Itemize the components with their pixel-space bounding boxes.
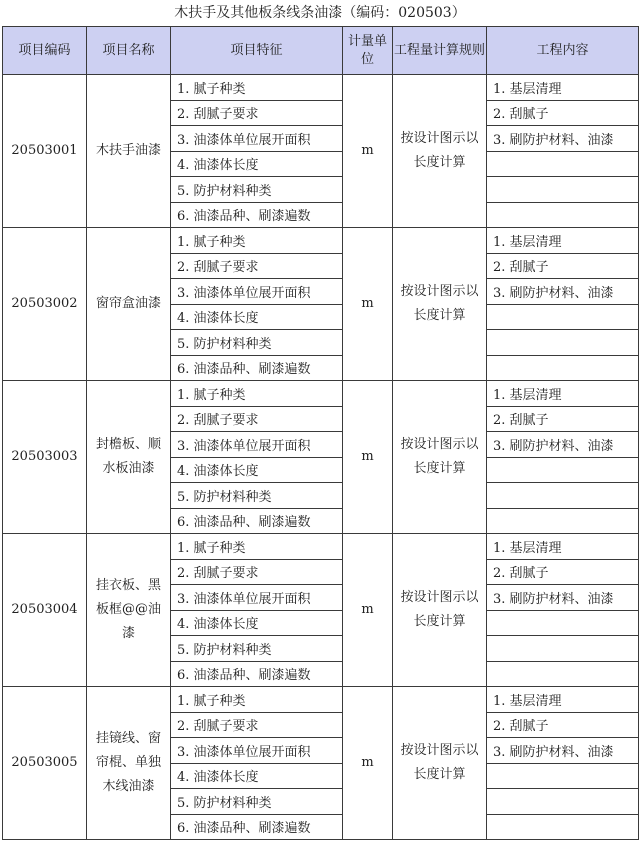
paint-items-table	[2, 26, 639, 840]
item-rule: 按设计图示以长度计算	[393, 75, 487, 228]
item-feature: 4. 油漆体长度	[171, 151, 343, 177]
header-code: 项目编码	[3, 27, 87, 75]
item-unit: m	[343, 75, 393, 228]
item-content	[487, 177, 639, 203]
item-feature: 4. 油漆体长度	[171, 763, 343, 789]
item-content	[487, 814, 639, 840]
item-content	[487, 508, 639, 534]
item-content: 2. 刮腻子	[487, 253, 639, 279]
item-content	[487, 789, 639, 815]
item-name: 挂衣板、黑板框@@油漆	[87, 534, 171, 687]
item-feature: 5. 防护材料种类	[171, 789, 343, 815]
item-feature: 1. 腻子种类	[171, 534, 343, 560]
item-content	[487, 610, 639, 636]
item-name: 窗帘盒油漆	[87, 228, 171, 381]
item-rule: 按设计图示以长度计算	[393, 534, 487, 687]
item-feature: 2. 刮腻子要求	[171, 559, 343, 585]
item-content: 2. 刮腻子	[487, 559, 639, 585]
header-rule: 工程量计算规则	[393, 27, 487, 75]
header-content: 工程内容	[487, 27, 639, 75]
item-content	[487, 661, 639, 687]
item-content: 1. 基层清理	[487, 687, 639, 713]
table-row	[3, 381, 639, 407]
item-feature: 4. 油漆体长度	[171, 304, 343, 330]
item-content	[487, 457, 639, 483]
item-content	[487, 763, 639, 789]
item-content: 3. 刷防护材料、油漆	[487, 738, 639, 764]
item-rule: 按设计图示以长度计算	[393, 228, 487, 381]
table-row	[3, 75, 639, 101]
item-feature: 4. 油漆体长度	[171, 457, 343, 483]
item-content: 1. 基层清理	[487, 534, 639, 560]
item-unit: m	[343, 228, 393, 381]
item-code: 20503003	[3, 381, 87, 534]
item-feature: 5. 防护材料种类	[171, 636, 343, 662]
item-code: 20503005	[3, 687, 87, 840]
item-content: 1. 基层清理	[487, 228, 639, 254]
item-rule: 按设计图示以长度计算	[393, 381, 487, 534]
item-name: 木扶手油漆	[87, 75, 171, 228]
item-feature: 3. 油漆体单位展开面积	[171, 432, 343, 458]
item-feature: 2. 刮腻子要求	[171, 100, 343, 126]
item-feature: 2. 刮腻子要求	[171, 253, 343, 279]
item-content: 1. 基层清理	[487, 75, 639, 101]
item-feature: 6. 油漆品种、刷漆遍数	[171, 508, 343, 534]
item-content: 3. 刷防护材料、油漆	[487, 279, 639, 305]
item-code: 20503004	[3, 534, 87, 687]
item-feature: 3. 油漆体单位展开面积	[171, 279, 343, 305]
header-feature: 项目特征	[171, 27, 343, 75]
item-feature: 3. 油漆体单位展开面积	[171, 585, 343, 611]
item-unit: m	[343, 687, 393, 840]
item-code: 20503002	[3, 228, 87, 381]
item-content: 2. 刮腻子	[487, 406, 639, 432]
item-unit: m	[343, 534, 393, 687]
item-feature: 6. 油漆品种、刷漆遍数	[171, 814, 343, 840]
item-unit: m	[343, 381, 393, 534]
item-feature: 2. 刮腻子要求	[171, 406, 343, 432]
item-content	[487, 330, 639, 356]
item-feature: 5. 防护材料种类	[171, 177, 343, 203]
table-row	[3, 534, 639, 560]
table-body	[3, 75, 639, 840]
item-content: 3. 刷防护材料、油漆	[487, 432, 639, 458]
item-content	[487, 304, 639, 330]
item-feature: 2. 刮腻子要求	[171, 712, 343, 738]
item-feature: 1. 腻子种类	[171, 75, 343, 101]
item-feature: 5. 防护材料种类	[171, 483, 343, 509]
item-feature: 3. 油漆体单位展开面积	[171, 738, 343, 764]
table-row	[3, 228, 639, 254]
item-feature: 5. 防护材料种类	[171, 330, 343, 356]
header-unit: 计量单位	[343, 27, 393, 75]
item-content	[487, 636, 639, 662]
item-content	[487, 483, 639, 509]
item-feature: 4. 油漆体长度	[171, 610, 343, 636]
item-content: 3. 刷防护材料、油漆	[487, 585, 639, 611]
item-feature: 1. 腻子种类	[171, 381, 343, 407]
item-rule: 按设计图示以长度计算	[393, 687, 487, 840]
header-name: 项目名称	[87, 27, 171, 75]
item-content	[487, 355, 639, 381]
item-content: 3. 刷防护材料、油漆	[487, 126, 639, 152]
table-row	[3, 687, 639, 713]
item-feature: 6. 油漆品种、刷漆遍数	[171, 202, 343, 228]
item-content	[487, 151, 639, 177]
item-content	[487, 202, 639, 228]
item-content: 2. 刮腻子	[487, 712, 639, 738]
item-code: 20503001	[3, 75, 87, 228]
item-feature: 1. 腻子种类	[171, 228, 343, 254]
item-name: 挂镜线、窗帘棍、单独木线油漆	[87, 687, 171, 840]
item-feature: 3. 油漆体单位展开面积	[171, 126, 343, 152]
header-row	[3, 27, 639, 75]
item-content: 2. 刮腻子	[487, 100, 639, 126]
item-feature: 6. 油漆品种、刷漆遍数	[171, 661, 343, 687]
item-content: 1. 基层清理	[487, 381, 639, 407]
item-name: 封檐板、顺水板油漆	[87, 381, 171, 534]
item-feature: 6. 油漆品种、刷漆遍数	[171, 355, 343, 381]
item-feature: 1. 腻子种类	[171, 687, 343, 713]
table-title: 木扶手及其他板条线条油漆（编码：020503）	[174, 5, 466, 21]
